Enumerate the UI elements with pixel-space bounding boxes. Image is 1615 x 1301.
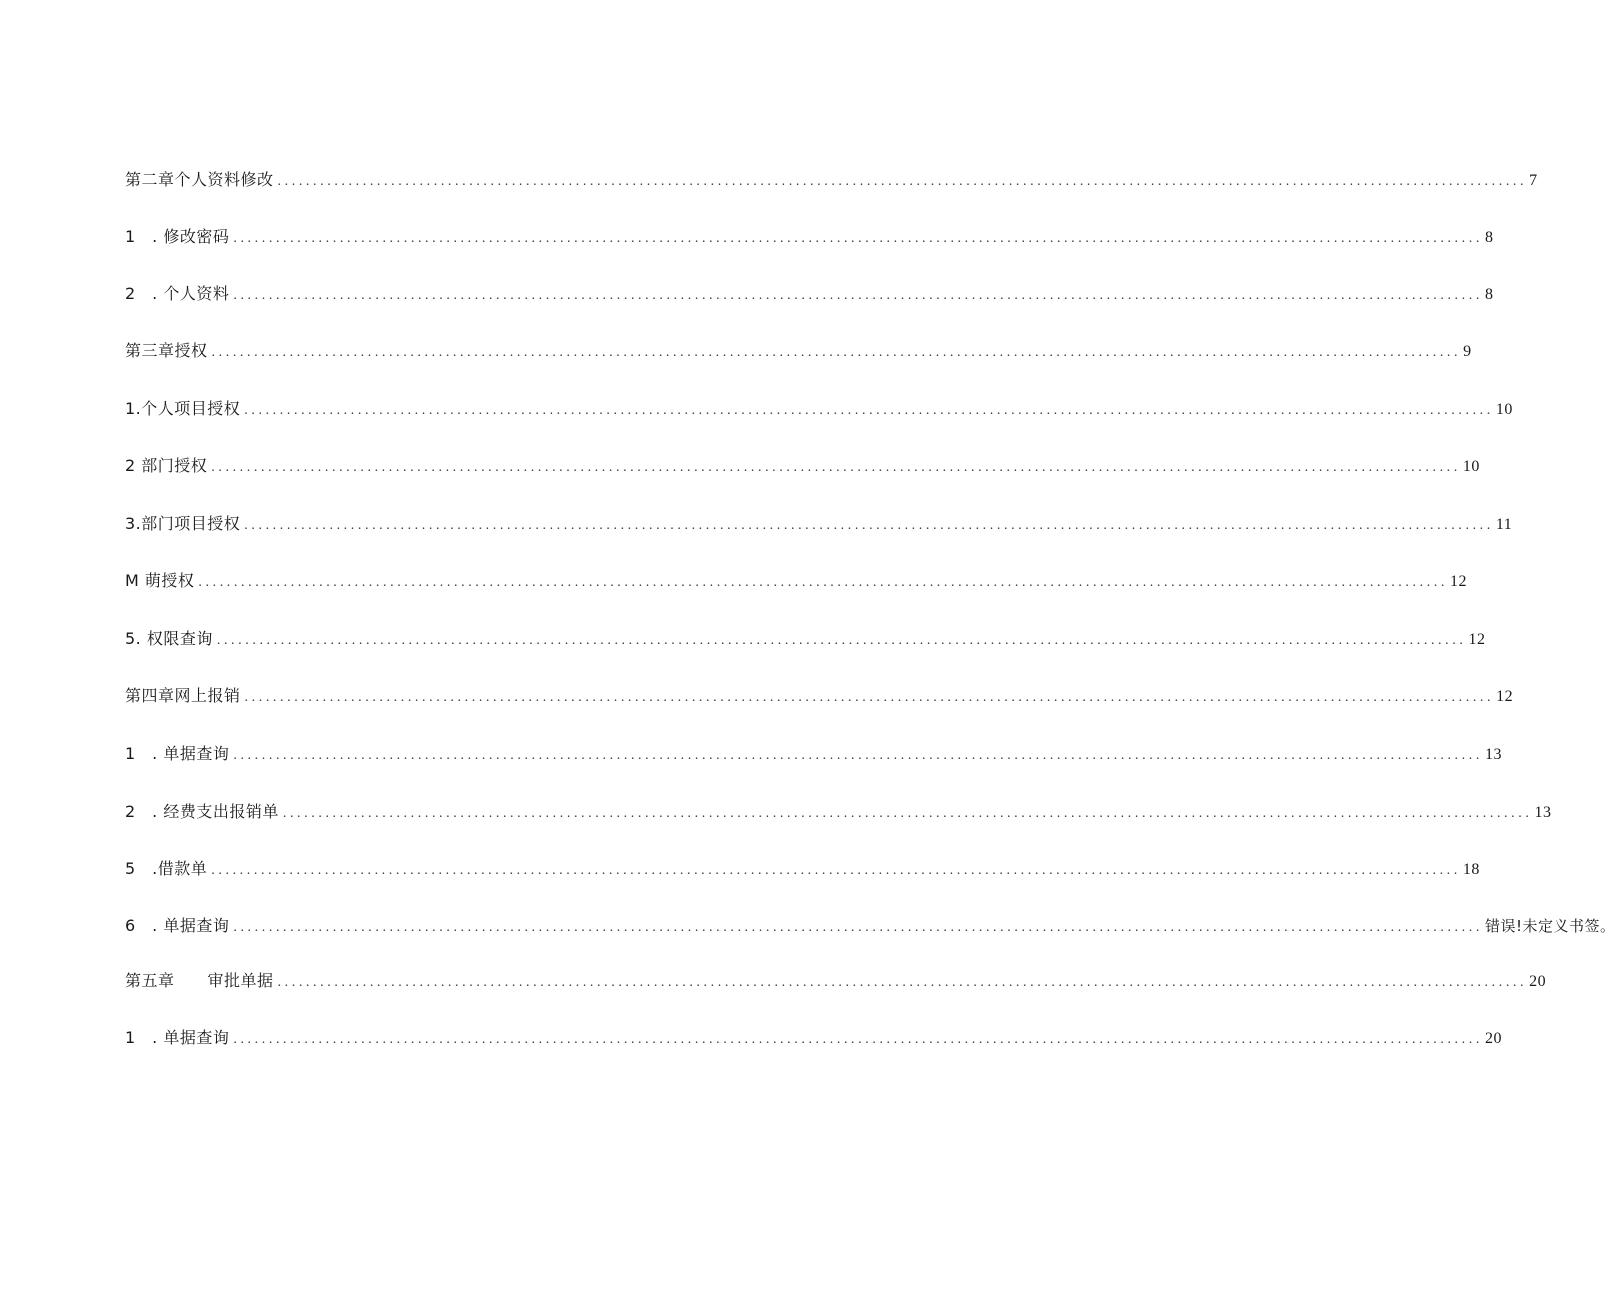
toc-entry-title: 1.个人项目授权 (125, 399, 241, 418)
toc-entry-title: 第三章授权 (125, 341, 208, 360)
toc-entry-title: 6 . 单据查询 (125, 916, 230, 935)
toc-entry[interactable] (125, 513, 1513, 535)
toc-page-error-text: 错误!未定义书签。 (1484, 917, 1615, 935)
toc-page-number: 12 (1468, 631, 1486, 648)
toc-entry-title: 3.部门项目授权 (125, 514, 241, 533)
toc-dot-leader: ................................................................................................................................................................................ (244, 403, 1494, 418)
toc-dot-leader: ................................................................................................................................................................................ (211, 345, 1462, 360)
toc-page-number: 8 (1484, 229, 1494, 246)
toc-page-number: 13 (1534, 804, 1552, 821)
toc-page-number: 8 (1484, 286, 1494, 303)
toc-entry-title: 第四章网上报销 (125, 686, 241, 705)
toc-entry-title: 5. 权限查询 (125, 629, 213, 648)
toc-entry[interactable] (125, 915, 1615, 937)
toc-entry[interactable] (125, 340, 1472, 362)
toc-dot-leader: ................................................................................................................................................................................ (211, 460, 1461, 475)
toc-dot-leader: ................................................................................................................................................................................ (233, 748, 1483, 763)
toc-dot-leader: ................................................................................................................................................................................ (198, 575, 1449, 590)
toc-page-number: 12 (1450, 573, 1468, 590)
toc-page-number: 9 (1463, 343, 1472, 360)
toc-entry[interactable] (125, 970, 1547, 992)
toc-entry[interactable] (125, 801, 1552, 823)
toc-entry[interactable] (125, 169, 1538, 191)
toc-dot-leader: ................................................................................................................................................................................ (244, 690, 1495, 705)
toc-page-number: 20 (1484, 1030, 1502, 1047)
toc-dot-leader: ................................................................................................................................................................................ (233, 920, 1483, 935)
toc-page-number: 12 (1496, 688, 1514, 705)
toc-entry-title: 2 . 经费支出报销单 (125, 802, 279, 821)
toc-dot-leader: ................................................................................................................................................................................ (244, 518, 1494, 533)
toc-dot-leader: ................................................................................................................................................................................ (233, 231, 1483, 246)
toc-page-number: 18 (1462, 861, 1480, 878)
toc-dot-leader: ................................................................................................................................................................................ (277, 975, 1528, 990)
toc-dot-leader: ................................................................................................................................................................................ (216, 633, 1467, 648)
toc-entry-title: 第五章 审批单据 (125, 971, 274, 990)
toc-page-number: 20 (1529, 973, 1547, 990)
toc-entry[interactable] (125, 570, 1468, 592)
toc-dot-leader: ................................................................................................................................................................................ (233, 1032, 1483, 1047)
toc-entry[interactable] (125, 628, 1486, 650)
toc-dot-leader: ................................................................................................................................................................................ (211, 863, 1461, 878)
toc-entry-title: 第二章个人资料修改 (125, 170, 274, 189)
toc-entry[interactable] (125, 226, 1494, 248)
toc-entry[interactable] (125, 1027, 1502, 1049)
toc-page-number: 7 (1529, 172, 1538, 189)
toc-dot-leader: ................................................................................................................................................................................ (233, 288, 1483, 303)
toc-dot-leader: ................................................................................................................................................................................ (277, 174, 1528, 189)
toc-page-number: 10 (1462, 458, 1480, 475)
toc-dot-leader: ................................................................................................................................................................................ (282, 806, 1533, 821)
toc-entry-title: 1 . 单据查询 (125, 744, 230, 763)
toc-entry[interactable] (125, 858, 1480, 880)
toc-entry[interactable] (125, 743, 1502, 765)
toc-entry[interactable] (125, 685, 1514, 707)
toc-entry-title: 1 . 修改密码 (125, 227, 230, 246)
toc-page-number: 13 (1484, 746, 1502, 763)
toc-entry[interactable] (125, 455, 1480, 477)
toc-entry-title: 2 . 个人资料 (125, 284, 230, 303)
toc-page-number: 11 (1495, 516, 1513, 533)
toc-entry[interactable] (125, 283, 1494, 305)
toc-entry[interactable] (125, 398, 1513, 420)
toc-entry-title: 2 部门授权 (125, 456, 208, 475)
toc-page-number: 10 (1495, 401, 1513, 418)
toc-entry-title: 1 . 单据查询 (125, 1028, 230, 1047)
toc-entry-title: M 萌授权 (125, 571, 195, 590)
toc-entry-title: 5 .借款单 (125, 859, 208, 878)
